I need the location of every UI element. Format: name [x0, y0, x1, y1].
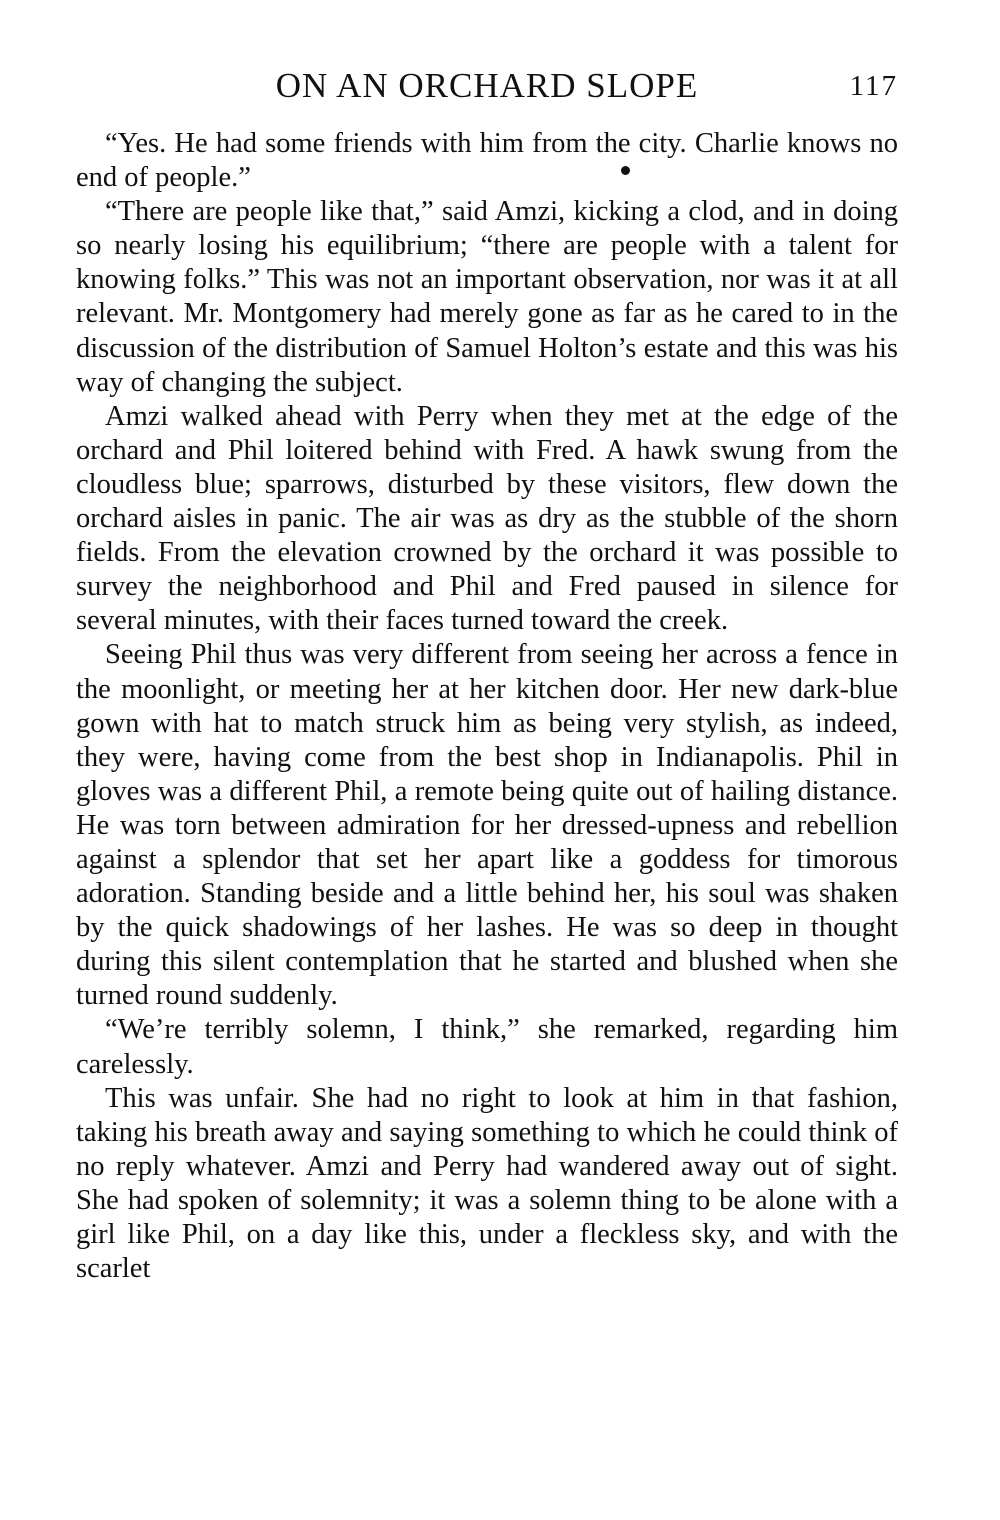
paragraph: This was unfair. She had no right to look at him in that fashion, taking his breath away and saying something to which he could think of no reply whatever. Amzi and Perry had wandered away out of sight. She had spoken of solemnity; it was a solemn thing to be alone with a girl like Phil, on a day like this, under a fleckless sky, and with the scarlet	[76, 1082, 898, 1285]
paragraph: Seeing Phil thus was very different from seeing her across a fence in the moonlight, or meeting her at her kitchen door. Her new dark-blue gown with hat to match struck him as being very stylish, as indeed, they were, having come from the best shop in Indianapolis. Phil in gloves was a different Phil, a remote being quite out of hailing distance. He was torn between admiration for her dressed-upness and rebellion against a splendor that set her apart like a goddess for timorous adoration. Standing beside and a little behind her, his soul was shaken by the quick shadowings of her lashes. He was so deep in thought during this silent contemplation that he started and blushed when she turned round suddenly.	[76, 639, 898, 1012]
body-text	[76, 127, 898, 1286]
paragraph: Amzi walked ahead with Perry when they met at the edge of the orchard and Phil loitered behind with Fred. A hawk swung from the cloudless blue; sparrows, disturbed by these visitors, flew down the orchard aisles in panic. The air was as dry as the stubble of the shorn fields. From the elevation crowned by the orchard it was possible to survey the neighborhood and Phil and Fred paused in silence for several minutes, with their faces turned toward the creek.	[76, 400, 898, 637]
paragraph: “We’re terribly solemn, I think,” she remarked, regarding him carelessly.	[76, 1014, 898, 1080]
ink-blemish	[621, 166, 630, 175]
running-title: ON AN ORCHARD SLOPE	[275, 66, 699, 105]
page-number: 117	[849, 70, 898, 102]
paragraph: “Yes. He had some friends with him from the city. Charlie knows no end of people.”	[76, 128, 898, 194]
page-header	[76, 62, 898, 110]
paragraph: “There are people like that,” said Amzi, kicking a clod, and in doing so nearly losing his equilibrium; “there are people with a talent for knowing folks.” This was not an important observation, nor was it at all relevant. Mr. Montgomery had merely gone as far as he cared to in the discussion of the distribution of Samuel Holton’s estate and this was his way of changing the subject.	[76, 196, 898, 398]
